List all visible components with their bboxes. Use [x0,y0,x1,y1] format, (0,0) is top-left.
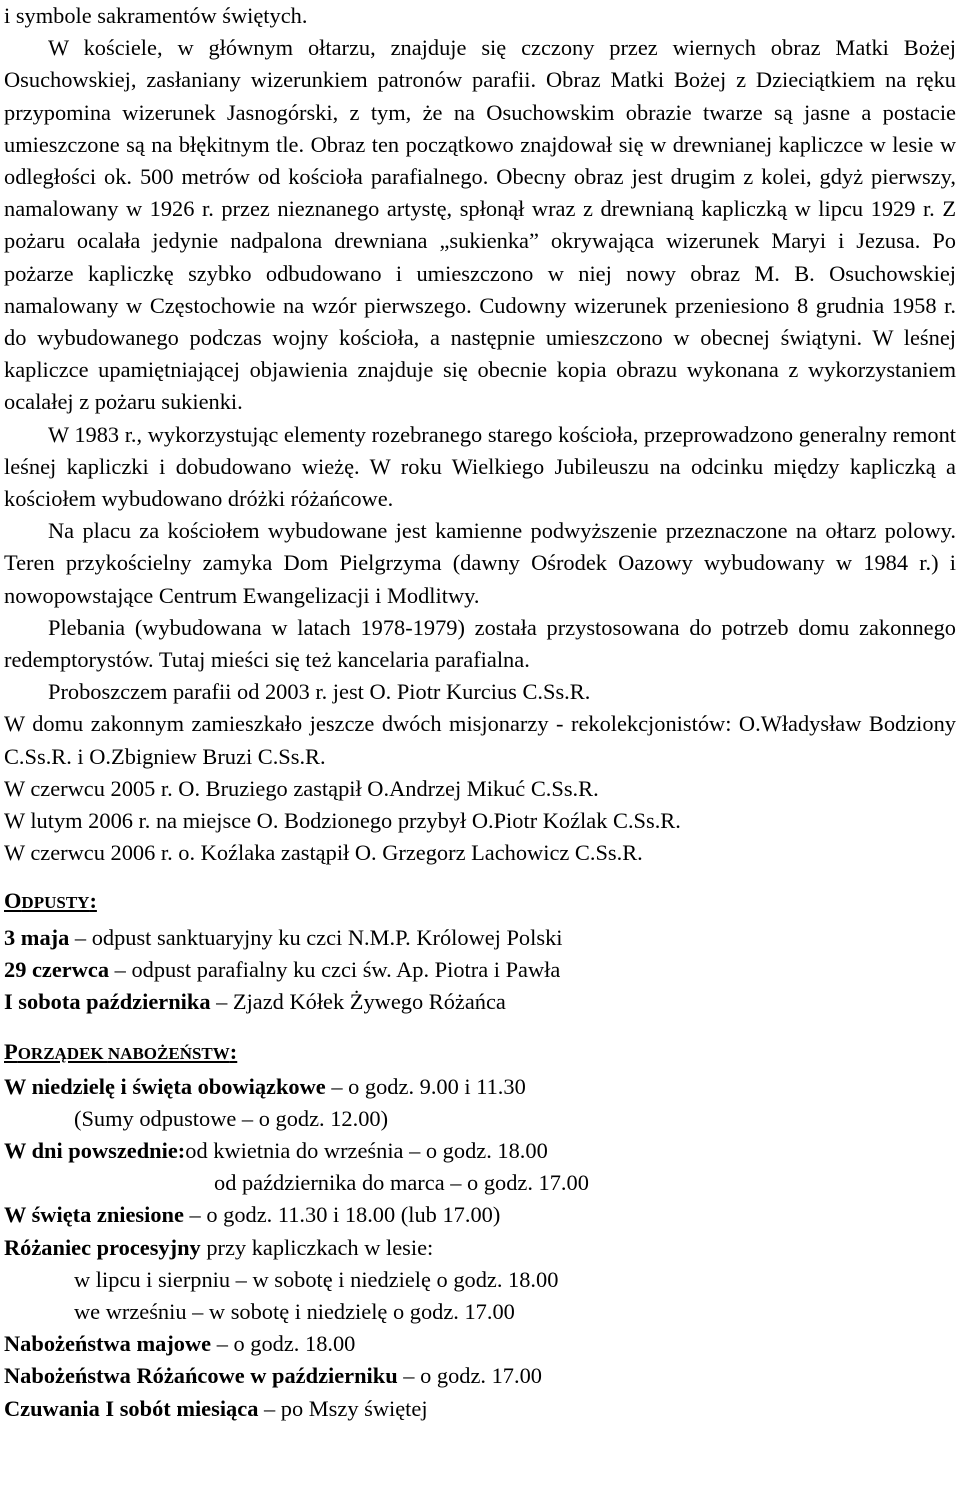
schedule-row [4,1360,956,1392]
history-section [4,0,956,869]
heading-rest: NABOŻEŃSTW [107,1044,230,1064]
odpusty-list [4,922,956,1019]
porzadek-heading [4,1036,956,1070]
heading-rest: ORZĄDEK [17,1044,108,1064]
schedule-row [4,1393,956,1425]
odpusty-heading [4,885,956,919]
history-paragraph: W domu zakonnym zamieszkało jeszcze dwóch misjonarzy - rekolekcjonistów: O.Władysław Bodziony C.Ss.R. i O.Zbigniew Bruzi C.Ss.R. [4,711,956,769]
schedule-label: W dni powszednie: [4,1137,186,1163]
schedule-row: we wrześniu – w sobotę i niedzielę o godz. 17.00 [74,1298,515,1324]
odpust-description: – odpust sanktuaryjny ku czci N.M.P. Królowej Polski [69,924,563,950]
history-paragraph: W 1983 r., wykorzystując elementy rozebranego starego kościoła, przeprowadzono generalny remont leśnej kapliczki i dobudowano wieżę. W roku Wielkiego Jubileuszu na odcinku między kapliczką a kościołem wybudowano dróżki różańcowe. [4,421,956,512]
list-item [4,954,956,986]
history-paragraph: Plebania (wybudowana w latach 1978-1979) została przystosowana do potrzeb domu zakonnego redemptorystów. Tutaj mieści się też kancelaria parafialna. [4,614,956,673]
heading-initial: P [4,1039,18,1065]
schedule-list [4,1071,956,1425]
odpust-date: I sobota października [4,989,211,1015]
history-paragraph: W czerwcu 2006 r. o. Koźlaka zastąpił O. Grzegorz Lachowicz C.Ss.R. [4,840,643,866]
schedule-time: – o godz. 17.00 [397,1363,542,1389]
heading-initial: O [4,888,22,914]
schedule-label: Nabożeństwa majowe [4,1331,212,1357]
heading-colon: : [89,888,97,914]
history-paragraph: i symbole sakramentów świętych. [4,3,308,28]
schedule-label: Różaniec procesyjny [4,1234,201,1260]
history-paragraph: W czerwcu 2005 r. O. Bruziego zastąpił O.Andrzej Mikuć C.Ss.R. [4,775,599,801]
list-item [4,922,956,954]
schedule-row [4,1135,956,1167]
odpust-date: 3 maja [4,924,70,950]
odpust-date: 29 czerwca [4,956,110,982]
schedule-row [4,1232,956,1264]
history-paragraph: Proboszczem parafii od 2003 r. jest O. Piotr Kurcius C.Ss.R. [48,679,591,705]
schedule-row [4,1199,956,1231]
list-item [4,986,956,1018]
schedule-label: Czuwania I sobót miesiąca [4,1395,259,1421]
schedule-row: (Sumy odpustowe – o godz. 12.00) [74,1105,389,1131]
history-paragraph: Na placu za kościołem wybudowane jest kamienne podwyższenie przeznaczone na ołtarz polowy. Teren przykościelny zamyka Dom Pielgrzyma (dawny Ośrodek Oazowy wybudowany w 1984 r.) i nowopowstające Centrum Ewangelizacji i Modlitwy. [4,518,956,608]
schedule-row: od października do marca – o godz. 17.00 [214,1170,589,1196]
schedule-row: w lipcu i sierpniu – w sobotę i niedzielę o godz. 18.00 [74,1266,559,1292]
odpust-description: – odpust parafialny ku czci św. Ap. Piotra i Pawła [109,956,561,982]
odpust-description: – Zjazd Kółek Żywego Różańca [210,989,506,1015]
schedule-time: – o godz. 18.00 [211,1331,356,1357]
schedule-time: – o godz. 9.00 i 11.30 [325,1073,526,1099]
schedule-row [4,1071,956,1103]
heading-colon: : [229,1039,238,1065]
schedule-label: Nabożeństwa Różańcowe w październiku [4,1363,398,1389]
history-paragraph: W kościele, w głównym ołtarzu, znajduje się czczony przez wiernych obraz Matki Bożej Osuchowskiej, zasłaniany wizerunkiem patronów parafii. Obraz Matki Bożej z Dzieciątkiem na ręku przypomina wizerunek Jasnogórski, z tym, że na Osuchowskim obrazie twarze są jasne a postacie umieszczone są na błękitnym tle. Obraz ten początkowo znajdował się w drewnianej kapliczce w lesie w odległości ok. 500 metrów od kościoła parafialnego. Obecny obraz jest drugim z kolei, gdyż pierwszy, namalowany w 1926 r. przez nieznanego artystę, spłonął wraz z drewnianą kapliczką w lipcu 1929 r. Z pożaru ocalała jedynie nadpalona drewniana „sukienka” okrywająca wizerunek Maryi i Jezusa. Po pożarze kapliczkę szybko odbudowano i umieszczono w niej nowy obraz M. B. Osuchowskiej namalowany w Częstochowie na wzór pierwszego. Cudowny wizerunek przeniesiono 8 grudnia 1958 r. do wybudowanego podczas wojny kościoła, a następnie umieszczono w obecnej świątyni. W leśnej kapliczce upamiętniającej objawienia znajduje się obecnie kopia obrazu wykonana z wykorzystaniem ocalałej z pożaru sukienki. [4,35,956,415]
history-paragraph: W lutym 2006 r. na miejsce O. Bodzionego przybył O.Piotr Koźlak C.Ss.R. [4,808,681,834]
schedule-time: od kwietnia do września – o godz. 18.00 [185,1137,548,1163]
schedule-time: – po Mszy świętej [258,1395,428,1421]
schedule-label: W święta zniesione [4,1202,184,1228]
schedule-time: przy kapliczkach w lesie: [200,1234,434,1260]
schedule-row [4,1328,956,1360]
schedule-label: W niedzielę i święta obowiązkowe [4,1073,326,1099]
schedule-time: – o godz. 11.30 i 18.00 (lub 17.00) [183,1202,501,1228]
heading-rest: DPUSTY [21,893,90,913]
